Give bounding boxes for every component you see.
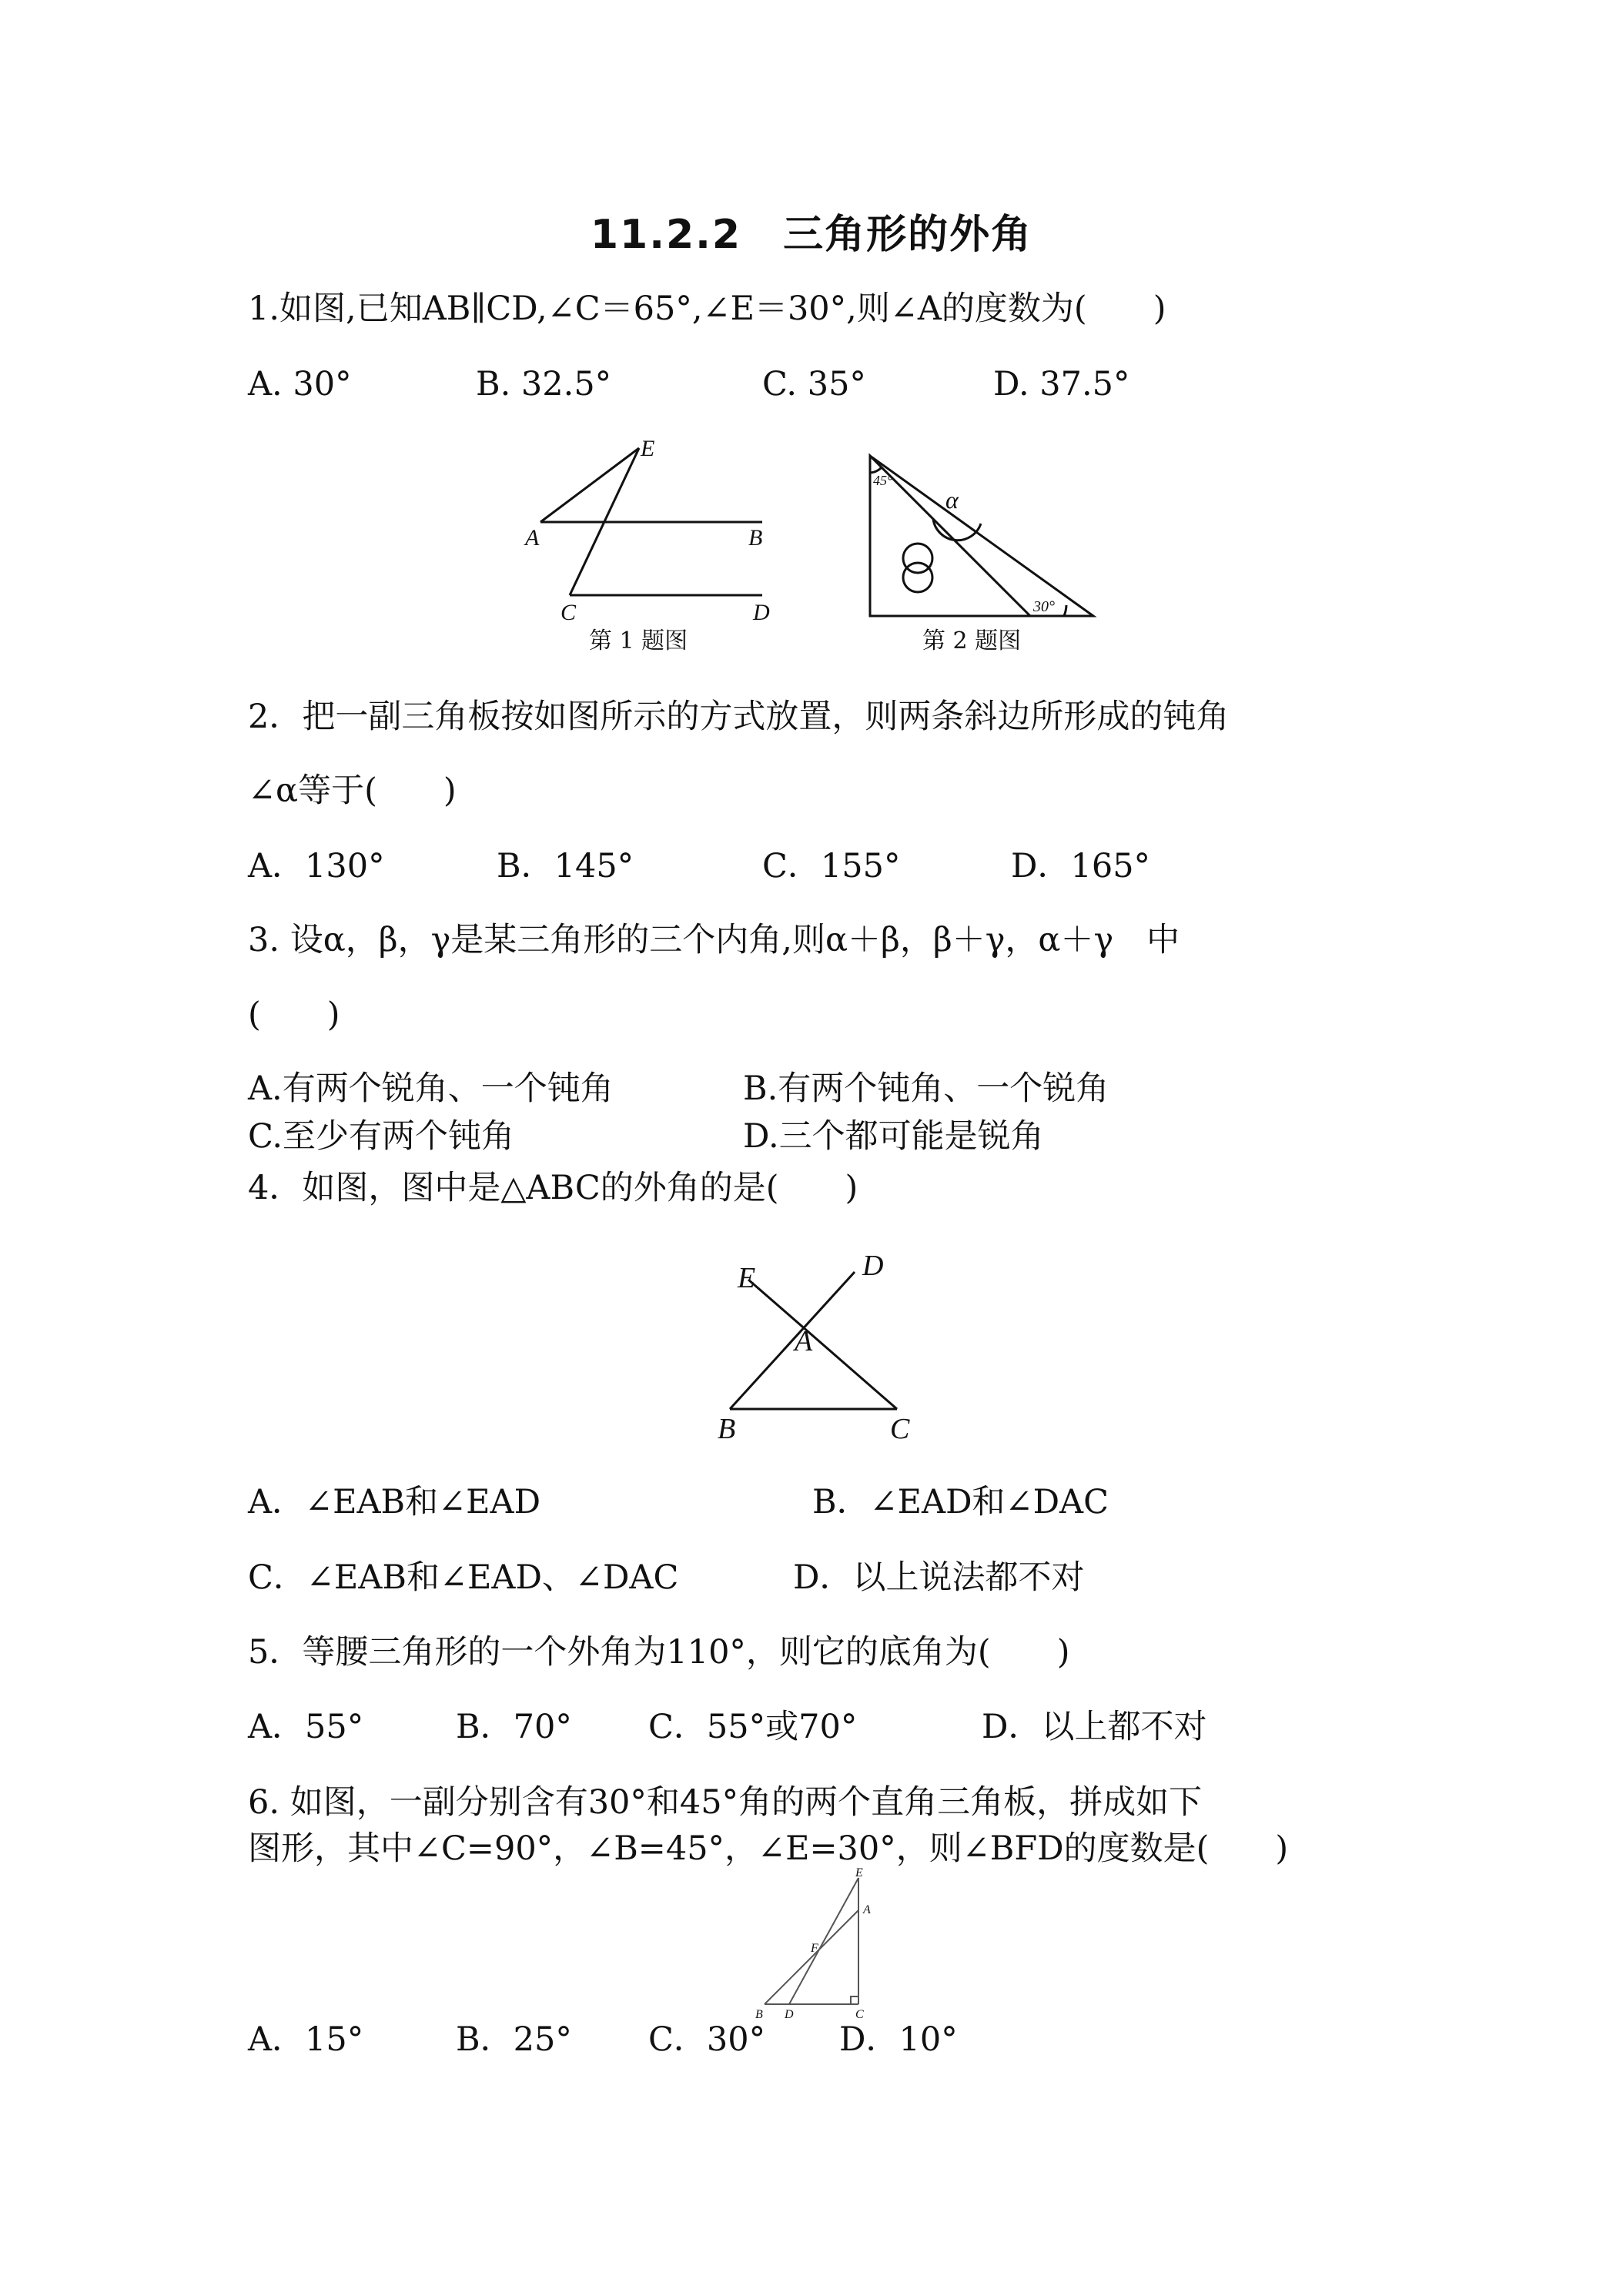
q4-option-b: B．∠EAD和∠DAC bbox=[812, 1483, 1109, 1521]
angle-30-label: 30° bbox=[1033, 598, 1055, 615]
q2-stem-line2: ∠α等于( ) bbox=[248, 771, 457, 810]
q4-option-c: C．∠EAB和∠EAD、∠DAC bbox=[248, 1558, 679, 1597]
q3-option-c: C.至少有两个钝角 bbox=[248, 1117, 515, 1156]
q1-option-a: A. 30° bbox=[248, 365, 352, 403]
q3-option-d: D.三个都可能是锐角 bbox=[743, 1117, 1044, 1156]
label-c: C bbox=[855, 2008, 864, 2021]
line-ed bbox=[789, 1878, 858, 2004]
label-d: D bbox=[785, 2008, 794, 2021]
q3-option-a: A.有两个锐角、一个钝角 bbox=[248, 1069, 614, 1108]
line-ec bbox=[748, 1280, 897, 1409]
label-a: A bbox=[525, 525, 540, 551]
label-d: D bbox=[753, 600, 770, 625]
label-e: E bbox=[738, 1262, 756, 1294]
label-a: A bbox=[795, 1325, 813, 1357]
q2-figure bbox=[862, 447, 1109, 662]
q2-caption: 第 2 题图 bbox=[922, 628, 1022, 654]
label-b: B bbox=[755, 2008, 763, 2021]
label-d: D bbox=[862, 1250, 884, 1282]
q4-figure bbox=[708, 1232, 939, 1448]
q5-option-b: B．70° bbox=[456, 1708, 572, 1746]
angle-mark-30 bbox=[1064, 605, 1066, 616]
triangle-45 bbox=[870, 456, 1030, 616]
q2-option-b: B．145° bbox=[497, 847, 634, 885]
label-a: A bbox=[863, 1903, 871, 1916]
q6-figure bbox=[751, 1867, 889, 2021]
q1-option-d: D. 37.5° bbox=[993, 365, 1130, 403]
q2-option-c: C．155° bbox=[762, 847, 901, 885]
label-e: E bbox=[641, 436, 655, 461]
triangle-30 bbox=[870, 456, 1093, 616]
q5-option-d: D．以上都不对 bbox=[982, 1708, 1207, 1746]
q4-option-d: D．以上说法都不对 bbox=[793, 1558, 1085, 1597]
label-c: C bbox=[561, 600, 577, 625]
q3-stem-line2: ( ) bbox=[248, 996, 340, 1034]
line-ab bbox=[765, 1910, 858, 2004]
label-e: E bbox=[855, 1866, 863, 1879]
q4-stem: 4．如图，图中是△ABC的外角的是( ) bbox=[248, 1169, 858, 1207]
hole-circle-2 bbox=[903, 563, 932, 592]
q6-stem-line2: 图形，其中∠C=90°，∠B=45°，∠E=30°，则∠BFD的度数是( ) bbox=[248, 1829, 1289, 1868]
q6-option-c: C．30° bbox=[648, 2020, 766, 2059]
angle-mark-45 bbox=[870, 467, 882, 473]
q5-option-c: C．55°或70° bbox=[648, 1708, 858, 1746]
label-b: B bbox=[718, 1413, 736, 1445]
q1-option-b: B. 32.5° bbox=[476, 365, 612, 403]
q6-option-a: A．15° bbox=[248, 2020, 364, 2059]
q3-option-b: B.有两个钝角、一个锐角 bbox=[743, 1069, 1109, 1108]
q2-option-d: D．165° bbox=[1011, 847, 1151, 885]
q5-option-a: A．55° bbox=[248, 1708, 364, 1746]
q1-figure bbox=[508, 431, 816, 662]
q4-option-a: A．∠EAB和∠EAD bbox=[248, 1483, 541, 1521]
alpha-label: α bbox=[945, 486, 959, 514]
q2-option-a: A．130° bbox=[248, 847, 385, 885]
label-c: C bbox=[890, 1413, 910, 1445]
q1-caption: 第 1 题图 bbox=[589, 628, 688, 654]
label-b: B bbox=[748, 525, 763, 551]
q6-stem-line1: 6. 如图，一副分别含有30°和45°角的两个直角三角板，拼成如下 bbox=[248, 1783, 1203, 1822]
q3-stem-line1: 3. 设α，β，γ是某三角形的三个内角,则α＋β，β＋γ，α＋γ 中 bbox=[248, 921, 1180, 959]
q5-stem: 5．等腰三角形的一个外角为110°，则它的底角为( ) bbox=[248, 1633, 1070, 1672]
q1-stem: 1.如图,已知AB∥CD,∠C＝65°,∠E＝30°,则∠A的度数为( ) bbox=[248, 290, 1166, 328]
q6-option-d: D．10° bbox=[839, 2020, 958, 2059]
angle-45-label: 45° bbox=[873, 473, 893, 488]
label-f: F bbox=[811, 1942, 818, 1955]
q2-stem-line1: 2．把一副三角板按如图所示的方式放置，则两条斜边所形成的钝角 bbox=[248, 698, 1230, 736]
q1-option-c: C. 35° bbox=[762, 365, 866, 403]
right-angle-mark bbox=[851, 1996, 858, 2004]
page-title: 11.2.2 三角形的外角 bbox=[590, 212, 1033, 258]
line-ae bbox=[540, 448, 639, 522]
q6-option-b: B．25° bbox=[456, 2020, 572, 2059]
